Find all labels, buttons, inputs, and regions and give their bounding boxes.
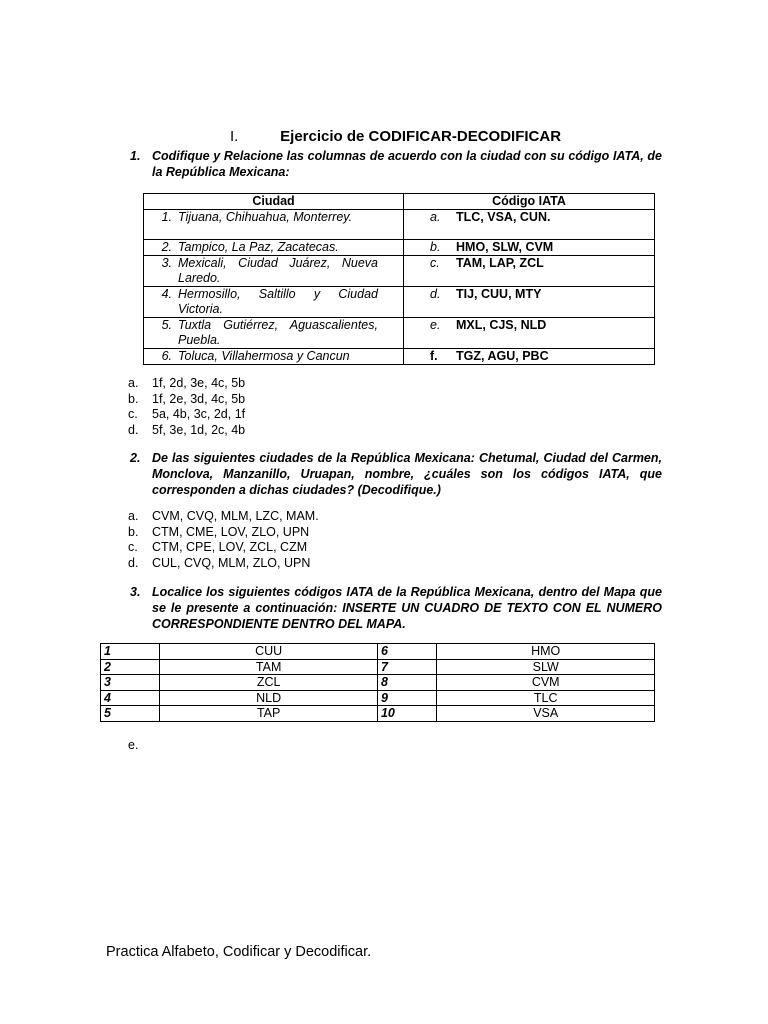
option-d: d. CUL, CVQ, MLM, ZLO, UPN [128, 555, 311, 570]
question-1 [130, 148, 662, 180]
table-row [144, 256, 655, 287]
question-text: De las siguientes ciudades de la República Mexicana: Chetumal, Ciudad del Carmen, Monclova, Manzanillo, Uruapan, nombre, ¿cuáles son los códigos IATA, que corresponden a dichas ciudades? (Decodifique.) [152, 451, 662, 497]
row-city: Tampico, La Paz, Zacatecas. [178, 240, 339, 254]
option-c: c. 5a, 4b, 3c, 2d, 1f [128, 407, 246, 421]
row-city: Toluca, Villahermosa y Cancun [178, 349, 350, 363]
table-header [144, 194, 655, 210]
table-row [144, 210, 655, 240]
table-row: 5 TAP 10 VSA [101, 706, 655, 722]
option-a: a. 1f, 2d, 3e, 4c, 5b [128, 376, 246, 390]
question-text: Localice los siguientes códigos IATA de la República Mexicana, dentro del Mapa que se le presente a continuación: INSERTE UN CUADRO DE TEXTO CON EL NUMERO CORRESPONDIENTE DENTRO DEL MAPA. [152, 585, 662, 631]
row-city: Tijuana, Chihuahua, Monterrey. [178, 210, 353, 224]
question-text: Codifique y Relacione las columnas de acuerdo con la ciudad con su código IATA, de la República Mexicana: [152, 149, 662, 179]
row-codes: TLC, VSA, CUN. [456, 210, 551, 224]
question-number: 1. [130, 149, 141, 163]
row-index: 5. [161, 318, 172, 332]
question-1-options [128, 376, 245, 438]
table-row [144, 318, 655, 349]
option-c: c. CTM, CPE, LOV, ZCL, CZM [128, 540, 308, 554]
page-footer: Practica Alfabeto, Codificar y Decodificar. [106, 944, 372, 960]
city-code-table [143, 193, 655, 365]
trailing-option: e. [128, 738, 139, 752]
row-letter: b. [430, 240, 441, 254]
header-city: Ciudad [144, 194, 404, 210]
title-text: Ejercicio de CODIFICAR-DECODIFICAR [280, 128, 562, 145]
header-code: Código IATA [404, 194, 655, 210]
title-number: I. [230, 128, 239, 145]
question-3 [130, 584, 662, 632]
question-2-options [128, 509, 319, 571]
option-a: a. CVM, CVQ, MLM, LZC, MAM. [128, 509, 319, 523]
row-city: Hermosillo, Saltillo y Ciudad Victoria. [178, 287, 378, 316]
row-codes: MXL, CJS, NLD [456, 318, 547, 332]
table-row [144, 349, 655, 365]
row-city: Mexicali, Ciudad Juárez, Nueva Laredo. [178, 256, 378, 285]
row-letter: f. [430, 349, 438, 363]
iata-code-table [100, 643, 655, 722]
option-b: b. 1f, 2e, 3d, 4c, 5b [128, 391, 246, 406]
question-number: 3. [130, 585, 141, 599]
question-number: 2. [130, 451, 141, 465]
option-d: d. 5f, 3e, 1d, 2c, 4b [128, 422, 246, 437]
row-codes: TIJ, CUU, MTY [456, 287, 542, 301]
row-index: 2. [161, 240, 172, 254]
question-2 [130, 450, 662, 498]
row-city: Tuxtla Gutiérrez, Aguascalientes, Puebla. [178, 318, 378, 347]
table-row: 4 NLD 9 TLC [101, 690, 655, 706]
table-row: 3 ZCL 8 CVM [101, 675, 655, 691]
row-codes: HMO, SLW, CVM [456, 240, 554, 254]
row-codes: TGZ, AGU, PBC [456, 349, 549, 363]
row-index: 1. [161, 210, 172, 224]
row-letter: d. [430, 287, 441, 301]
row-index: 3. [161, 256, 172, 270]
row-index: 4. [161, 287, 172, 301]
row-letter: c. [430, 256, 440, 270]
table-row [144, 287, 655, 318]
row-codes: TAM, LAP, ZCL [456, 256, 544, 270]
table-row: 2 TAM 7 SLW [101, 659, 655, 675]
row-letter: e. [430, 318, 441, 332]
row-letter: a. [430, 210, 441, 224]
option-b: b. CTM, CME, LOV, ZLO, UPN [128, 524, 310, 539]
table-row: 1 CUU 6 HMO [101, 644, 655, 660]
table-row [144, 240, 655, 256]
page-title [230, 128, 561, 145]
row-index: 6. [161, 349, 172, 363]
